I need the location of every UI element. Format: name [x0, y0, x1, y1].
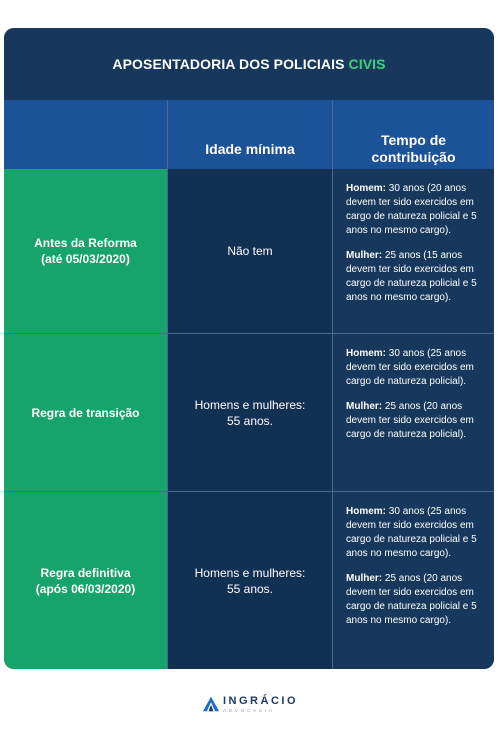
men-label: Homem:: [346, 506, 387, 517]
logo-text: [223, 695, 298, 713]
men-rule: [346, 182, 484, 238]
row-divider: [4, 491, 494, 492]
table-row: [4, 492, 494, 669]
women-text: 25 anos (20 anos devem ter sido exercidos em cargo de natureza policial).: [346, 401, 474, 440]
min-age-cell: [168, 169, 332, 333]
women-rule: [346, 400, 484, 442]
min-age-cell: [168, 492, 332, 669]
logo-subtitle: ADVOCACIA: [223, 708, 275, 713]
triangle-logo-icon: [202, 695, 220, 713]
title-main: APOSENTADORIA DOS POLICIAIS: [112, 56, 345, 72]
row-label: Regra definitiva (após 06/03/2020): [35, 565, 136, 596]
men-rule: [346, 347, 484, 389]
men-text: 30 anos (20 anos devem ter sido exercidos em cargo de natureza policial e 5 anos no mesmo cargo).: [346, 183, 477, 236]
min-age-value: Homens e mulheres: 55 anos.: [194, 565, 306, 596]
table-row: [4, 169, 494, 333]
retirement-table-card: [4, 28, 494, 669]
women-rule: [346, 249, 484, 305]
row-divider: [4, 333, 494, 334]
title-accent: CIVIS: [348, 56, 386, 72]
women-label: Mulher:: [346, 401, 383, 412]
men-text: 30 anos (25 anos devem ter sido exercidos em cargo de natureza policial).: [346, 348, 474, 387]
row-label-cell: [4, 169, 167, 333]
contribution-cell: [333, 492, 494, 669]
contribution-cell: [333, 169, 494, 333]
women-rule: [346, 572, 484, 628]
row-label: Antes da Reforma (até 05/03/2020): [34, 236, 137, 266]
women-label: Mulher:: [346, 573, 383, 584]
logo-name: INGRÁCIO: [223, 695, 298, 707]
men-label: Homem:: [346, 348, 387, 359]
row-label-cell: [4, 492, 167, 669]
men-label: Homem:: [346, 183, 387, 194]
row-label-cell: [4, 334, 167, 491]
header-min-age: Idade mínima: [205, 140, 295, 157]
min-age-cell: [168, 334, 332, 491]
column-divider: [167, 100, 168, 669]
title-bar: [4, 28, 494, 100]
men-rule: [346, 505, 484, 561]
min-age-value: Homens e mulheres: 55 anos.: [194, 397, 306, 428]
women-text: 25 anos (20 anos devem ter sido exercidos em cargo de natureza policial e 5 anos no mesmo cargo).: [346, 573, 477, 626]
ingracio-logo: [202, 690, 298, 718]
min-age-value: Não tem: [227, 244, 273, 258]
women-label: Mulher:: [346, 250, 383, 261]
table-row: [4, 334, 494, 491]
table-title: [112, 56, 385, 72]
men-text: 30 anos (25 anos devem ter sido exercidos em cargo de natureza policial e 5 anos no mesmo cargo).: [346, 506, 477, 559]
women-text: 25 anos (15 anos devem ter sido exercidos em cargo de natureza policial e 5 anos no mesmo cargo).: [346, 250, 477, 303]
row-label: Regra de transição: [31, 405, 140, 420]
header-contribution-text: Tempo de contribuição: [371, 132, 456, 165]
contribution-cell: [333, 334, 494, 491]
column-divider: [332, 100, 333, 669]
